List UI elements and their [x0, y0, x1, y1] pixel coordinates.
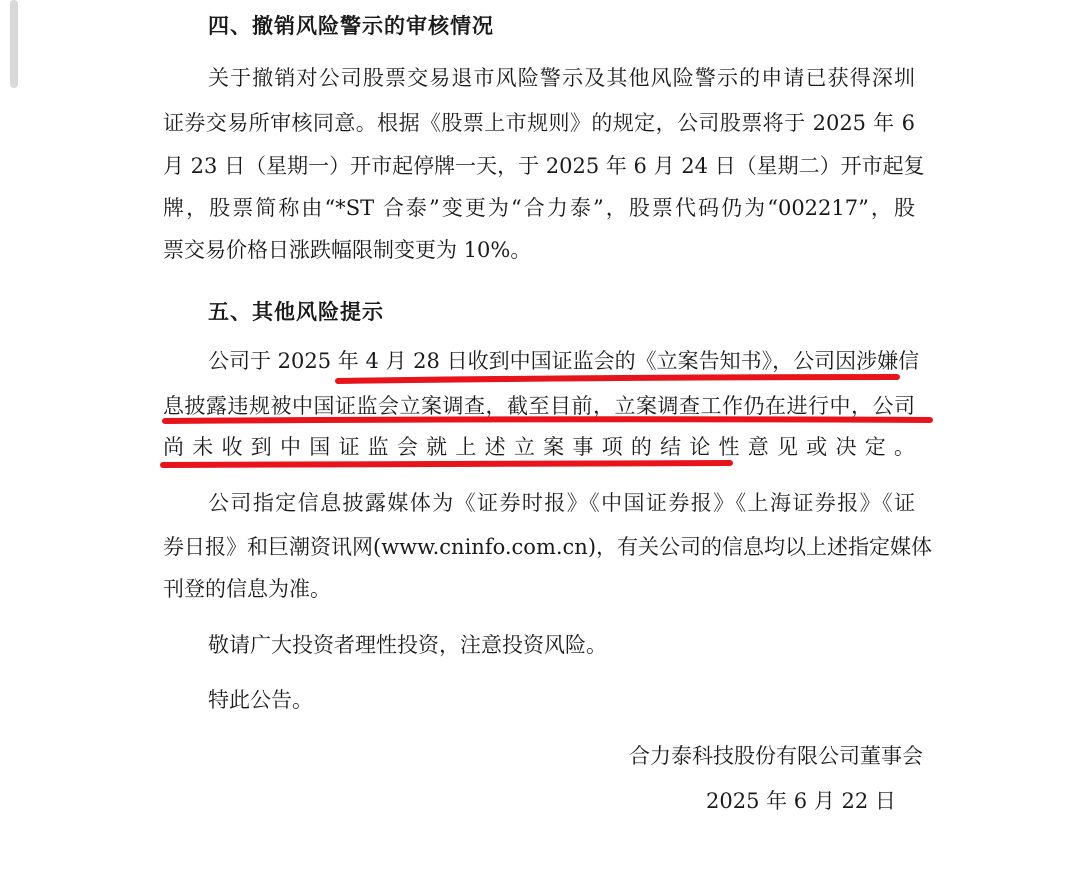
paragraph-line: 刊登的信息为准。: [163, 577, 331, 601]
signature-date: 2025 年 6 月 22 日: [706, 789, 896, 813]
paragraph-line: 月 23 日（星期一）开市起停牌一天，于 2025 年 6 月 24 日（星期二）开市起复: [163, 154, 925, 178]
paragraph-line: 牌，股票简称由“*ST 合泰”变更为“合力泰”，股票代码仍为“002217”，股: [163, 196, 915, 220]
scrollbar[interactable]: [10, 0, 18, 88]
paragraph-line: 公司于 2025 年 4 月 28 日收到中国证监会的《立案告知书》，公司因涉嫌信: [208, 349, 920, 373]
red-underline-2: [165, 419, 930, 421]
red-underline-3: [163, 463, 730, 465]
paragraph-line: 证券交易所审核同意。根据《股票上市规则》的规定，公司股票将于 2025 年 6: [163, 111, 915, 135]
paragraph-line: 票交易价格日涨跌幅限制变更为 10%。: [163, 238, 532, 262]
paragraph-line: 敬请广大投资者理性投资，注意投资风险。: [208, 633, 607, 657]
red-underline-1: [338, 377, 897, 381]
paragraph-line: 尚未收到中国证监会就上述立案事项的结论性意见或决定。: [163, 435, 915, 459]
paragraph-line: 公司指定信息披露媒体为《证券时报》《中国证券报》《上海证券报》《证: [208, 491, 915, 515]
paragraph-line: 息披露违规被中国证监会立案调查，截至目前，立案调查工作仍在进行中，公司: [163, 394, 915, 418]
paragraph-line: 特此公告。: [208, 688, 313, 712]
section-heading-4: 四、撤销风险警示的审核情况: [208, 14, 494, 38]
section-heading-5: 五、其他风险提示: [208, 300, 384, 324]
paragraph-line: 券日报》和巨潮资讯网(www.cninfo.com.cn)，有关公司的信息均以上述指定媒体: [163, 535, 933, 559]
signature-company: 合力泰科技股份有限公司董事会: [629, 744, 923, 768]
paragraph-line: 关于撤销对公司股票交易退市风险警示及其他风险警示的申请已获得深圳: [208, 66, 915, 90]
